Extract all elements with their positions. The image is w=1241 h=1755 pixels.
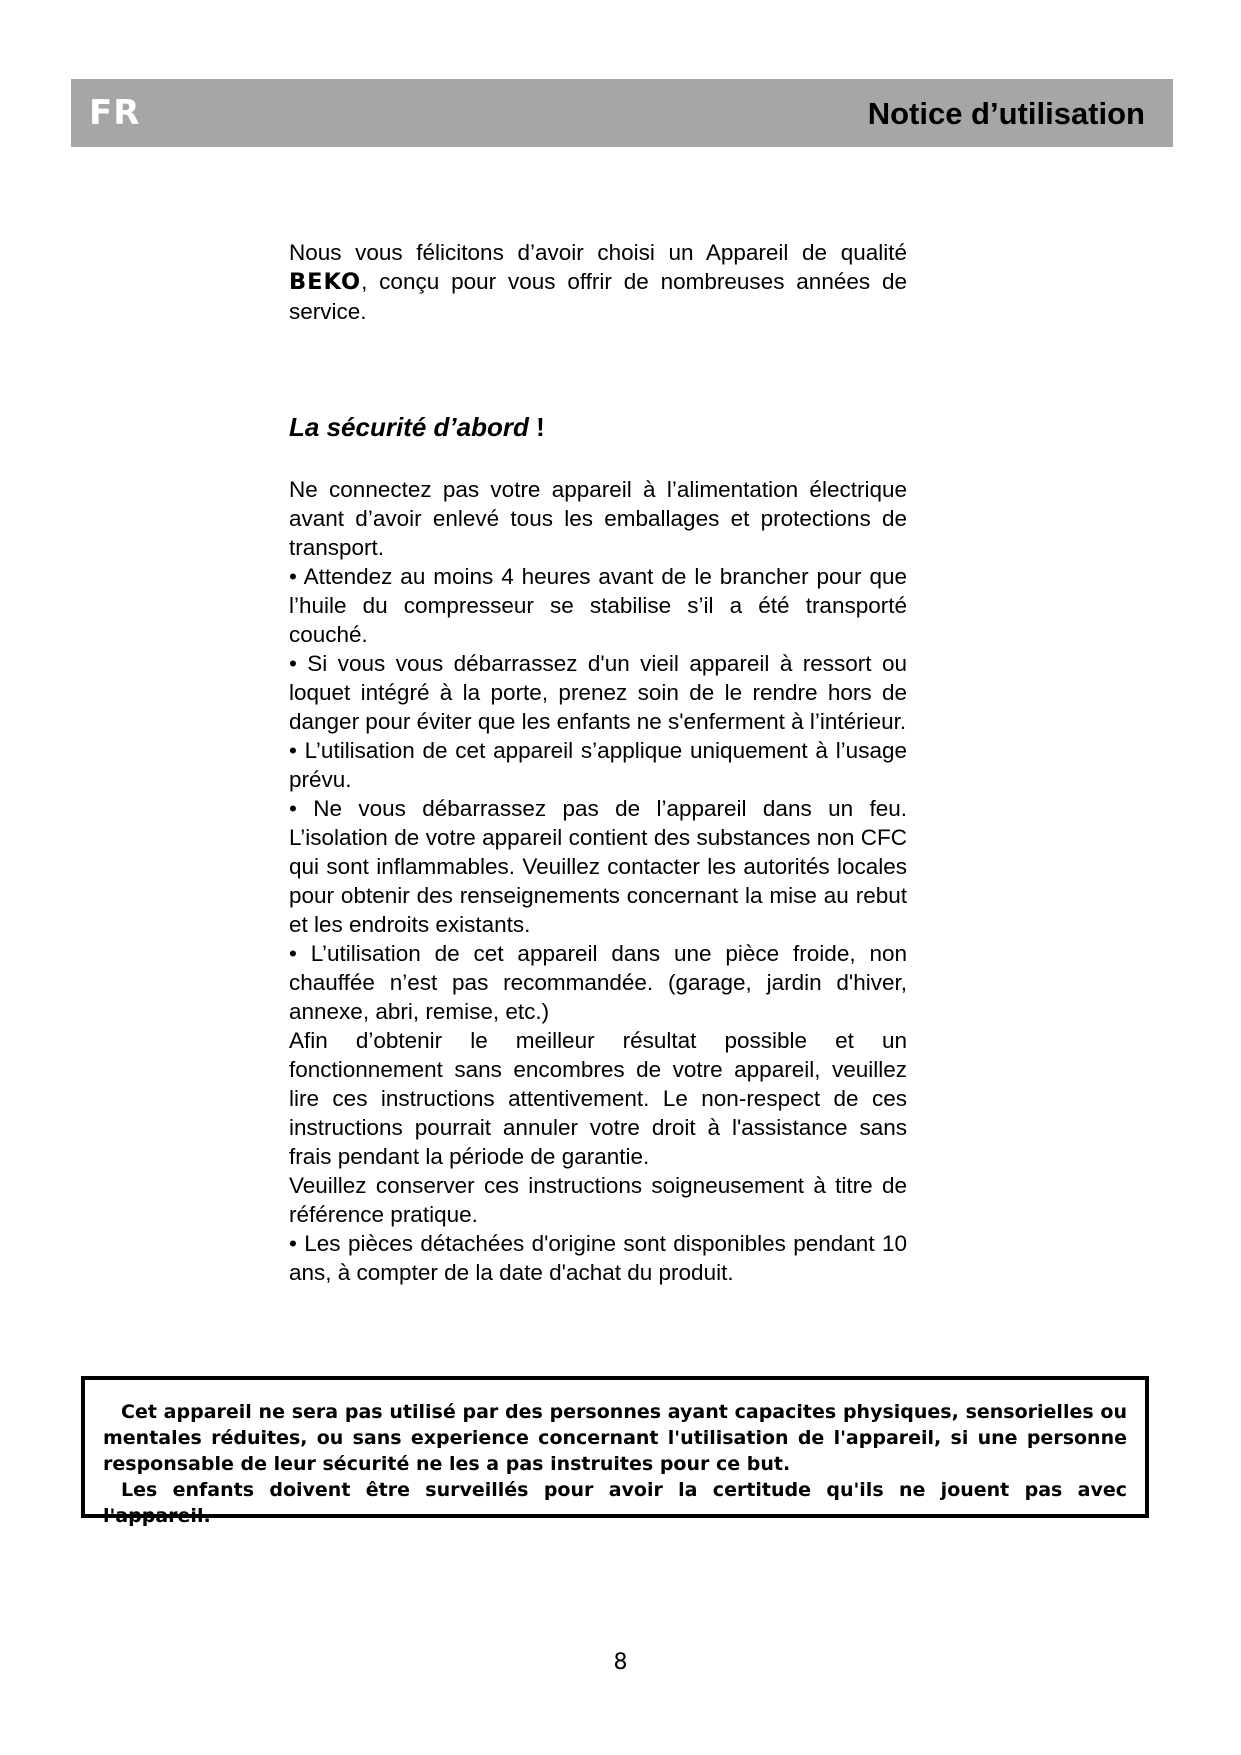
warning-notice-box [81,1376,1149,1527]
bullet-item: • L’utilisation de cet appareil s’applique uniquement à l’usage prévu. [289,738,907,792]
paragraph: Ne connectez pas votre appareil à l’alimentation électrique avant d’avoir enlevé tous les emballages et protections de transport. [289,477,907,560]
bullet-item: • Ne vous débarrassez pas de l’appareil dans un feu. L’isolation de votre appareil contient des substances non CFC qui sont inflammables. Veuillez contacter les autorités locales pour obtenir des renseignements concernant la mise au rebut et les endroits existants. [289,796,907,937]
page-number: 8 [613,1650,628,1675]
bullet-item: • Les pièces détachées d'origine sont disponibles pendant 10 ans, à compter de la date d'achat du produit. [289,1231,907,1285]
intro-paragraph [289,238,907,326]
section-heading-text: La sécurité d’abord [289,412,529,442]
notice-line: Les enfants doivent être surveillés pour avoir la certitude qu'ils ne jouent pas avec l'appareil. [103,1479,1127,1527]
notice-line: Cet appareil ne sera pas utilisé par des personnes ayant capacites physiques, sensorielles ou mentales réduites, ou sans experience concernant l'utilisation de l'appareil, si une personne responsable de leur sécurité ne les a pas instruites pour ce but. [103,1401,1127,1475]
section-heading [289,412,545,443]
safety-instructions [289,475,907,1287]
bullet-item: • Si vous vous débarrassez d'un vieil appareil à ressort ou loquet intégré à la porte, prenez soin de le rendre hors de danger pour éviter que les enfants ne s'enferment à l’intérieur. [289,651,907,734]
bullet-item: • Attendez au moins 4 heures avant de le brancher pour que l’huile du compresseur se stabilise s’il a été transporté couché. [289,564,907,647]
page-title: Notice d’utilisation [867,96,1145,131]
intro-text-end: , conçu pour vous offrir de nombreuses années de service. [289,269,907,324]
language-code: FR [89,93,141,133]
brand-name: BEKO [289,269,362,295]
paragraph: Veuillez conserver ces instructions soigneusement à titre de référence pratique. [289,1173,907,1227]
header-bar [71,79,1173,147]
paragraph: Afin d’obtenir le meilleur résultat possible et un fonctionnement sans encombres de votre appareil, veuillez lire ces instructions attentivement. Le non-respect de ces instructions pourrait annuler votre droit à l'assistance sans frais pendant la période de garantie. [289,1028,907,1169]
intro-text-start: Nous vous félicitons d’avoir choisi un Appareil de qualité [289,240,907,265]
bullet-item: • L’utilisation de cet appareil dans une pièce froide, non chauffée n’est pas recommandée. (garage, jardin d'hiver, annexe, abri, remise, etc.) [289,941,907,1024]
section-heading-suffix: ! [528,412,545,442]
